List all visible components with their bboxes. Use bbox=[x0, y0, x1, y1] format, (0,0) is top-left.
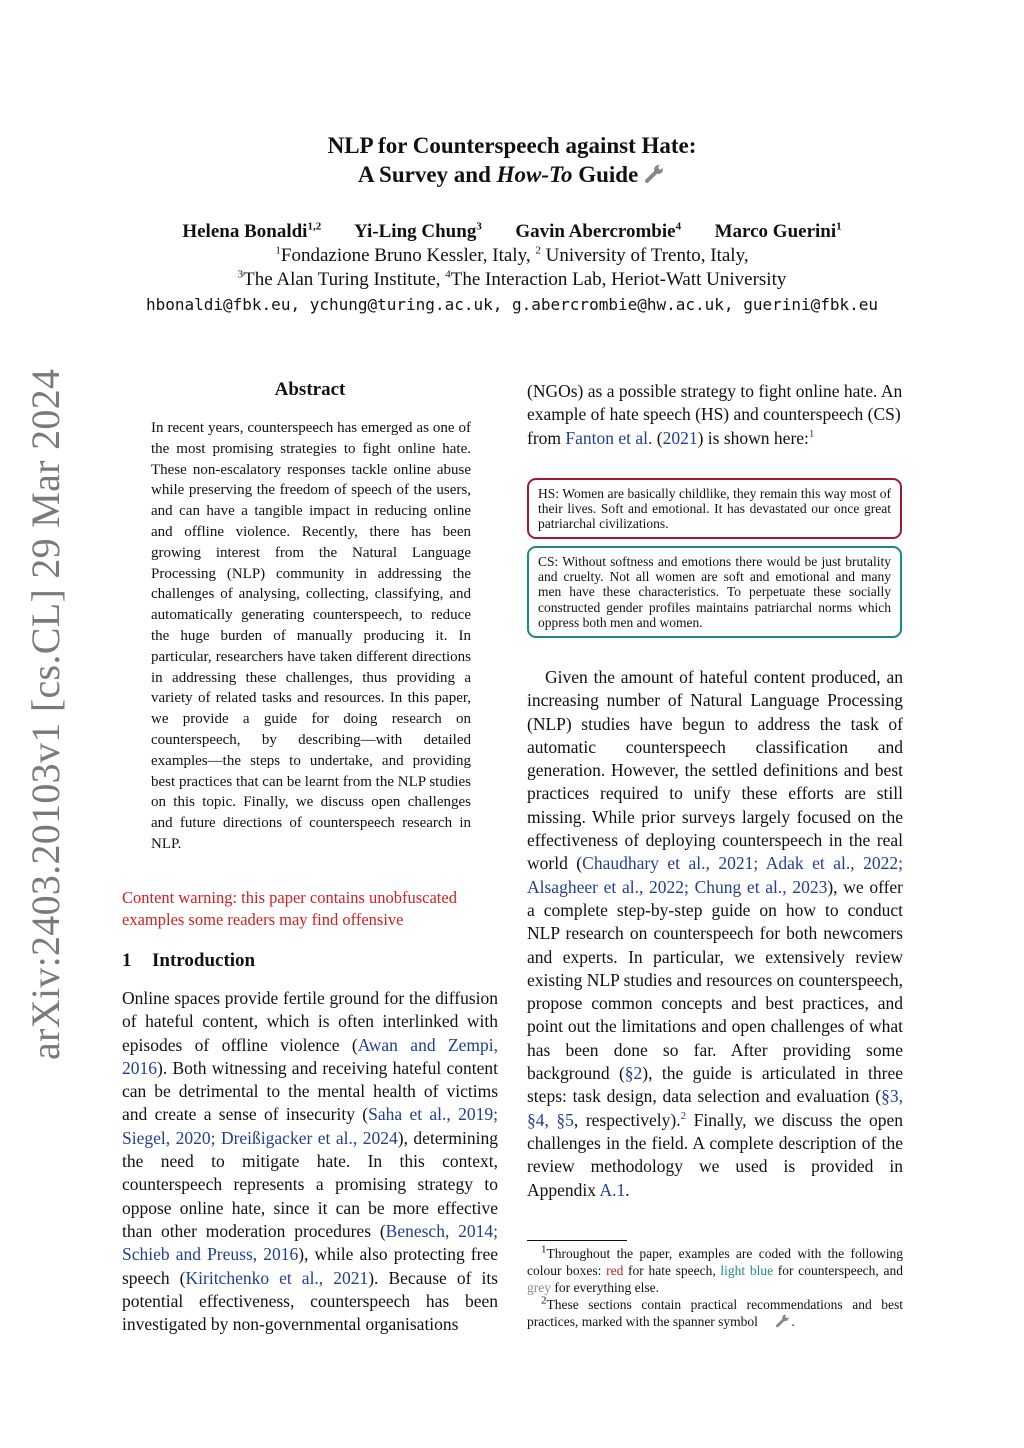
footnote-text: Throughout the paper, examples are coded with the following colour boxes: bbox=[527, 1246, 903, 1278]
color-word-grey: grey bbox=[527, 1280, 551, 1295]
affil-sup: 2 bbox=[535, 244, 541, 257]
intro-paragraph-left bbox=[122, 987, 498, 1336]
footnote-rule bbox=[527, 1240, 627, 1241]
author-name: Marco Guerini bbox=[714, 221, 837, 242]
author-sup: 1 bbox=[836, 220, 842, 233]
title-part-a: A Survey and bbox=[357, 162, 497, 187]
citation-link[interactable]: Saha et al., 2019; Siegel, 2020; Dreißigacker et al., 2024 bbox=[122, 1104, 498, 1148]
author-name: Helena Bonaldi bbox=[182, 221, 308, 242]
footnotes bbox=[527, 1245, 903, 1332]
section-link[interactable]: §3, §4, §5 bbox=[527, 1086, 903, 1130]
citation-link[interactable]: Chaudhary et al., 2021; Adak et al., 2022; Alsagheer et al., 2022; Chung et al., 2023 bbox=[527, 853, 903, 897]
citation-link[interactable]: Benesch, 2014; Schieb and Preuss, 2016 bbox=[122, 1220, 498, 1265]
footnote-number: 2 bbox=[541, 1294, 547, 1307]
author-sup: 1,2 bbox=[307, 220, 322, 233]
affil-text: The Interaction Lab, Heriot-Watt University bbox=[450, 269, 787, 290]
body-text: Given the amount of hateful content produced, an increasing number of Natural Language Processing (NLP) studies have begun to address the task of automatic counterspeech classification and generation. However, the settled definitions and best practices required to unify these efforts are still missing. While prior surveys largely focused on the effectiveness of deploying counterspeech in the real world ( bbox=[527, 667, 903, 874]
body-text: ( bbox=[652, 427, 663, 448]
body-text: ), the guide is articulated in three steps: task design, data selection and evaluation ( bbox=[527, 1063, 903, 1107]
title-part-howto: How-To bbox=[496, 162, 573, 187]
body-text: . bbox=[625, 1179, 630, 1200]
title-part-guide: Guide bbox=[572, 162, 639, 187]
body-text: ), while also protecting free speech ( bbox=[122, 1244, 498, 1288]
author-name: Yi-Ling Chung bbox=[354, 221, 477, 242]
footnote-text: for counterspeech, and bbox=[773, 1263, 903, 1278]
body-text: ), we offer a complete step-by-step guide on how to conduct NLP research on counterspeech for both newcomers and experts. In particular, we extensively review existing NLP studies and resources on counterspeech, propose common concepts and best practices, and point out the limitations and open challenges of what has been done so far. After providing some background ( bbox=[527, 876, 903, 1084]
footnote-text: . bbox=[791, 1314, 795, 1329]
affil-text: Fondazione Bruno Kessler, Italy, bbox=[280, 245, 536, 266]
affiliation-line1 bbox=[0, 245, 1024, 267]
affil-text: University of Trento, Italy, bbox=[540, 245, 749, 266]
intro-paragraph-right-top bbox=[527, 380, 903, 450]
affiliation-line2 bbox=[0, 269, 1024, 291]
wrench-icon bbox=[761, 1314, 791, 1332]
affil-sup: 3 bbox=[237, 268, 244, 281]
affil-sup: 1 bbox=[275, 244, 281, 257]
footnote-marker[interactable]: 1 bbox=[808, 427, 815, 440]
author-sup: 4 bbox=[675, 220, 682, 233]
citation-link[interactable]: Awan and Zempi, 2016 bbox=[122, 1034, 498, 1078]
abstract-text: In recent years, counterspeech has emerged as one of the most promising strategies to fight online hate. These non-escalatory responses tackle online abuse while preserving the freedom of speech of the users, and can have a tangible impact in reducing online and offline violence. Recently, there has been growing interest from the Natural Language Processing (NLP) community in addressing the challenges of analysing, collecting, classifying, and automatically generating counterspeech, to reduce the huge burden of manually producing it. In particular, researchers have taken different directions in addressing these challenges, thus providing a variety of related tasks and resources. In this paper, we provide a guide for doing research on counterspeech, by describing—with detailed examples—the steps to undertake, and providing best practices that can be learnt from the NLP studies on this topic. Finally, we discuss open challenges and future directions of counterspeech research in NLP. bbox=[151, 420, 471, 852]
body-text: ), determining the need to mitigate hate. In this context, counterspeech represents a promising strategy to oppose online hate, since it can be more effective than other moderation procedures ( bbox=[122, 1127, 498, 1241]
hate-speech-example-box: HS: Women are basically childlike, they remain this way most of their lives. Soft and emotional. It has devastated our once great patriarchal civilizations. bbox=[527, 478, 902, 539]
author-name: Gavin Abercrombie bbox=[515, 221, 676, 242]
footnote-number: 1 bbox=[541, 1243, 547, 1256]
affil-sup: 4 bbox=[445, 268, 451, 281]
footnote-text: for hate speech, bbox=[623, 1263, 721, 1278]
abstract-heading: Abstract bbox=[274, 379, 346, 400]
author-list bbox=[0, 221, 1024, 243]
affil-text: The Alan Turing Institute, bbox=[243, 269, 446, 290]
content-warning: Content warning: this paper contains unobfuscated examples some readers may find offensive bbox=[122, 888, 457, 929]
intro-paragraph-right bbox=[527, 666, 903, 1202]
body-text: Online spaces provide fertile ground for the diffusion of hateful content, which is often interlinked with episodes of offline violence ( bbox=[122, 988, 498, 1055]
footnote-text: These sections contain practical recommendations and best practices, marked with the spanner symbol bbox=[527, 1297, 903, 1329]
body-text: ). Because of its potential effectiveness, counterspeech has been investigated by non-governmental organisations bbox=[122, 1267, 498, 1335]
arxiv-stamp: arXiv:2403.20103v1 [cs.CL] 29 Mar 2024 bbox=[23, 368, 68, 1060]
section-title: Introduction bbox=[152, 950, 256, 971]
body-text: ) is shown here: bbox=[697, 427, 809, 448]
section-link[interactable]: §2 bbox=[624, 1063, 643, 1084]
body-text: (NGOs) as a possible strategy to fight online hate. An example of hate speech (HS) and counterspeech (CS) from bbox=[527, 381, 903, 448]
body-text: Finally, we discuss the open challenges in the field. A complete description of the review methodology we used is provided in Appendix bbox=[527, 1109, 904, 1200]
author-sup: 3 bbox=[476, 220, 482, 233]
paper-title-line2 bbox=[0, 160, 1024, 192]
footnote-text: for everything else. bbox=[551, 1280, 659, 1295]
citation-link[interactable]: 2021 bbox=[662, 427, 698, 448]
footnote-marker[interactable]: 2 bbox=[680, 1109, 687, 1122]
wrench-icon bbox=[644, 162, 666, 192]
section-heading-introduction bbox=[122, 950, 255, 972]
body-text: , respectively). bbox=[573, 1109, 681, 1130]
author-emails: hbonaldi@fbk.eu, ychung@turing.ac.uk, g.abercrombie@hw.ac.uk, guerini@fbk.eu bbox=[145, 295, 879, 314]
color-word-red: red bbox=[606, 1263, 624, 1278]
citation-link[interactable]: Kiritchenko et al., 2021 bbox=[185, 1267, 369, 1288]
footnote-2 bbox=[527, 1296, 903, 1332]
color-word-lightblue: light blue bbox=[720, 1263, 774, 1278]
footnote-1 bbox=[527, 1245, 903, 1296]
paper-title-line1: NLP for Counterspeech against Hate: bbox=[327, 133, 697, 158]
body-text: ). Both witnessing and receiving hateful content can be detrimental to the mental health of victims and create a sense of insecurity ( bbox=[122, 1057, 498, 1125]
counterspeech-example-box: CS: Without softness and emotions there would be just brutality and cruelty. Not all women are soft and emotional and many men have these characteristics. To perpetuate these socially constructed gender profiles maintains patriarchal norms which oppress both men and women. bbox=[527, 546, 902, 638]
appendix-link[interactable]: A.1 bbox=[599, 1179, 626, 1200]
section-number: 1 bbox=[122, 950, 132, 971]
citation-link[interactable]: Fanton et al. bbox=[565, 427, 653, 448]
